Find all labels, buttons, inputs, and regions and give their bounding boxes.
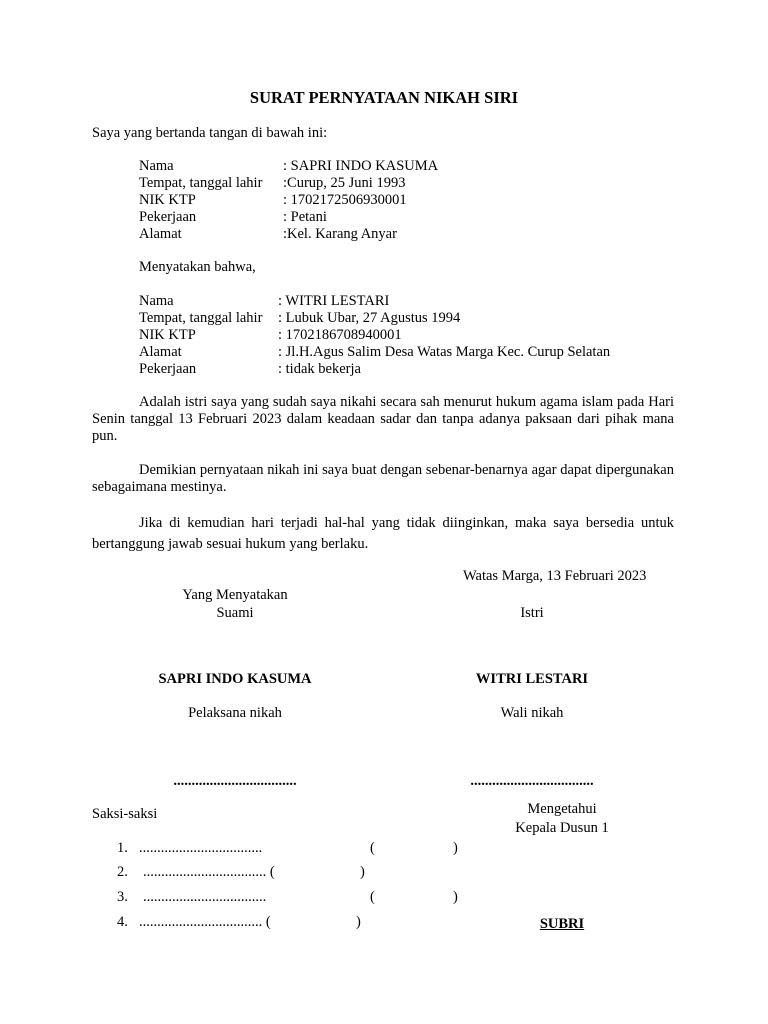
field-label: Tempat, tanggal lahir xyxy=(139,175,263,191)
witness-open-paren: ( xyxy=(370,889,375,905)
field-label: Tempat, tanggal lahir xyxy=(139,310,263,326)
suami-row-ttl xyxy=(139,175,405,192)
field-label: Alamat xyxy=(139,226,182,242)
istri-row-ttl xyxy=(139,310,460,327)
witness-number: 3. xyxy=(117,889,128,905)
place-date: Watas Marga, 13 Februari 2023 xyxy=(463,568,647,584)
witness-close-paren: ) xyxy=(453,889,458,905)
kepala-dusun-label: Kepala Dusun 1 xyxy=(515,820,609,836)
istri-row-alamat xyxy=(139,344,610,361)
istri-row-nama xyxy=(139,293,389,310)
witness-close-paren: ) xyxy=(360,864,365,880)
wali-nikah-label: Wali nikah xyxy=(500,705,564,721)
field-label: Alamat xyxy=(139,344,182,360)
pelaksana-nikah-label: Pelaksana nikah xyxy=(188,705,282,721)
witness-number: 4. xyxy=(117,914,128,930)
witness-name-line: .................................. xyxy=(143,889,267,905)
field-value: : WITRI LESTARI xyxy=(278,293,390,309)
witness-name-line: .................................. ( xyxy=(143,864,275,880)
intro-text: Saya yang bertanda tangan di bawah ini: xyxy=(92,125,328,141)
witness-number: 2. xyxy=(117,864,128,880)
document-title: SURAT PERNYATAAN NIKAH SIRI xyxy=(249,88,519,107)
field-label: NIK KTP xyxy=(139,327,196,343)
field-value: :Kel. Karang Anyar xyxy=(283,226,397,242)
suami-row-nama xyxy=(139,158,438,175)
istri-row-pekerjaan xyxy=(139,361,361,378)
suami-row-alamat xyxy=(139,226,397,243)
istri-signature-name: WITRI LESTARI xyxy=(475,671,589,687)
menyatakan-text: Menyatakan bahwa, xyxy=(139,259,256,275)
statement-paragraph: Adalah istri saya yang sudah saya nikahi secara sah menurut hukum agama islam pada Hari Senin tanggal 13 Februari 2023 dalam keadaan sadar dan tanpa adanya paksaan dari pihak mana pun. xyxy=(92,394,674,444)
field-label: Nama xyxy=(139,293,174,309)
yang-menyatakan-label: Yang Menyatakan xyxy=(182,587,288,603)
witness-number: 1. xyxy=(117,840,128,856)
field-value: : tidak bekerja xyxy=(278,361,361,377)
closing-paragraph: Demikian pernyataan nikah ini saya buat dengan sebenar-benarnya agar dapat dipergunakan sebagaimana mestinya. xyxy=(92,462,674,495)
field-label: Pekerjaan xyxy=(139,361,197,377)
field-value: :Curup, 25 Juni 1993 xyxy=(283,175,406,191)
field-value: : 1702172506930001 xyxy=(283,192,407,208)
suami-signature-name: SAPRI INDO KASUMA xyxy=(158,671,312,687)
pelaksana-signature-line: .................................. xyxy=(173,773,297,789)
wali-signature-line: .................................. xyxy=(470,773,594,789)
field-value: : Petani xyxy=(283,209,327,225)
suami-row-nik xyxy=(139,192,407,209)
witness-open-paren: ( xyxy=(370,840,375,856)
field-label: Pekerjaan xyxy=(139,209,197,225)
istri-role-label: Istri xyxy=(520,605,544,621)
suami-row-pekerjaan xyxy=(139,209,327,226)
istri-row-nik xyxy=(139,327,402,344)
field-label: NIK KTP xyxy=(139,192,196,208)
suami-role-label: Suami xyxy=(216,605,254,621)
field-value: : SAPRI INDO KASUMA xyxy=(283,158,439,174)
kepala-dusun-name: SUBRI xyxy=(539,916,585,932)
witness-close-paren: ) xyxy=(453,840,458,856)
saksi-label: Saksi-saksi xyxy=(92,806,158,822)
field-label: Nama xyxy=(139,158,174,174)
witness-name-line: .................................. ( xyxy=(139,914,271,930)
field-value: : Lubuk Ubar, 27 Agustus 1994 xyxy=(278,310,461,326)
field-value: : 1702186708940001 xyxy=(278,327,402,343)
witness-name-line: .................................. xyxy=(139,840,263,856)
mengetahui-label: Mengetahui xyxy=(527,801,597,817)
field-value: : Jl.H.Agus Salim Desa Watas Marga Kec. Curup Selatan xyxy=(278,344,611,360)
witness-close-paren: ) xyxy=(356,914,361,930)
responsibility-paragraph: Jika di kemudian hari terjadi hal-hal yang tidak diinginkan, maka saya bersedia untuk bertanggung jawab sesuai hukum yang berlaku. xyxy=(92,515,674,552)
